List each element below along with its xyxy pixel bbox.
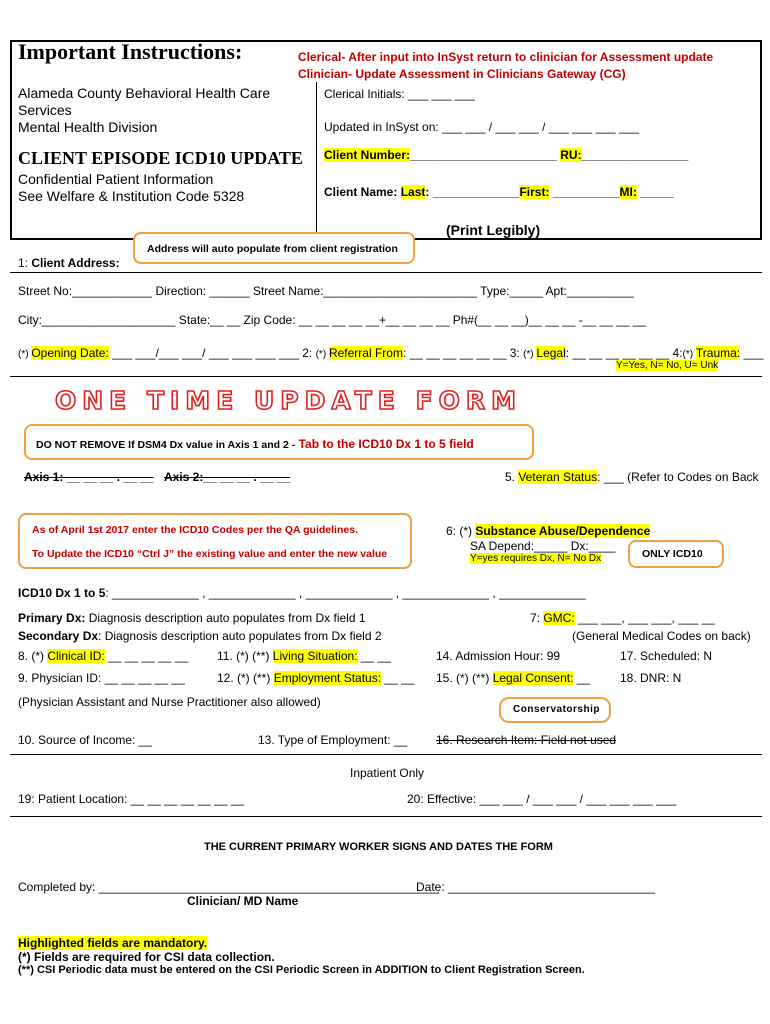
type-of-employment-field[interactable]: 13. Type of Employment: __ [258, 733, 408, 747]
opening-date-label: Opening Date: [31, 346, 109, 360]
highlighted-note: Highlighted fields are mandatory. [18, 936, 208, 950]
clinician-note: Clinician- Update Assessment in Clinicians Gateway (CG) [298, 67, 626, 81]
secondary-dx-text: : Diagnosis description auto populates from Dx field 2 [98, 629, 382, 643]
trauma-label: Trauma: [695, 346, 741, 360]
only-icd10-text: ONLY ICD10 [642, 548, 703, 560]
client-address-label: Client Address: [31, 256, 120, 270]
primary-dx-label: Primary Dx: [18, 611, 86, 625]
veteran-number: 5. [505, 470, 519, 484]
clinician-md-name: Clinician/ MD Name [187, 894, 299, 908]
living-situation-label: Living Situation: [272, 649, 358, 663]
employment-status-row [217, 671, 414, 685]
dsm-callout-a: DO NOT REMOVE If DSM4 Dx value in Axis 1 and 2 - [36, 439, 296, 451]
one-time-update-banner: ONE TIME UPDATE FORM [55, 386, 523, 415]
patient-location-field[interactable]: 19: Patient Location: __ __ __ __ __ __ __ [18, 792, 245, 806]
gmc-field[interactable]: ___ ___, ___ ___, ___ __ [574, 611, 715, 625]
clinical-id-prefix: 8. (*) [18, 649, 48, 663]
gmc-number: 7: [530, 611, 544, 625]
icd-callout [18, 513, 412, 569]
axis-2-field[interactable]: Axis 2:__ __ __ . __ __ [164, 470, 291, 484]
clinical-id-row [18, 649, 188, 663]
dsm-callout-b: Tab to the ICD10 Dx 1 to 5 field [298, 437, 474, 451]
page-title: Important Instructions: [18, 39, 243, 64]
axis-1-field[interactable]: Axis 1: __ __ __ . __ __ [24, 470, 154, 484]
client-address-number: 1: [18, 256, 32, 270]
date-field[interactable]: Date: _______________________________ [416, 880, 655, 894]
icd10-label: ICD10 Dx 1 to 5 [18, 586, 106, 600]
dsm-callout [24, 424, 534, 460]
admission-hour: 14. Admission Hour: 99 [436, 649, 561, 663]
mi-field[interactable]: _____ [636, 185, 674, 199]
address-callout [133, 232, 415, 264]
clinical-id-label: Clinical ID: [47, 649, 105, 663]
substance-codes: Y=yes requires Dx, N= No Dx [470, 553, 602, 564]
confidential-line-2: See Welfare & Institution Code 5328 [18, 188, 245, 204]
client-address-row [18, 256, 120, 270]
client-name-row [324, 185, 674, 199]
legal-consent-field[interactable]: __ [573, 671, 591, 685]
address-callout-text: Address will auto populate from client registration [147, 243, 398, 255]
completed-by-field[interactable]: Completed by: ___________________________________________________ [18, 880, 440, 894]
veteran-status-label: Veteran Status [518, 470, 598, 484]
conservatorship-text: Conservatorship [513, 704, 600, 715]
opening-date-field[interactable]: ___ ___/___ ___/ ___ ___ ___ ___ 2: [108, 346, 316, 360]
veteran-status-row [505, 470, 759, 484]
mi-label: MI: [619, 185, 637, 199]
legal-label: Legal [536, 346, 566, 360]
referral-from-label: Referral From [328, 346, 403, 360]
substance-row [446, 524, 650, 538]
research-item: 16. Research Item: Field not used [436, 733, 617, 747]
confidential-line-1: Confidential Patient Information [18, 171, 214, 187]
ru-field[interactable]: ________________ [581, 148, 689, 162]
substance-prefix: 6: (*) [446, 524, 476, 538]
client-number-row [324, 148, 688, 162]
substance-label: Substance Abuse/Dependence [475, 524, 651, 538]
employment-status-prefix: 12. (*) (**) [217, 671, 274, 685]
icd10-fields[interactable]: : _____________ , _____________ , _____________ , _____________ , _____________ [105, 586, 586, 600]
csi-note: (*) Fields are required for CSI data collection. [18, 950, 275, 964]
client-name-label: Client Name: [324, 185, 401, 199]
pa-note: (Physician Assistant and Nurse Practitioner also allowed) [18, 695, 321, 709]
client-number-field[interactable]: ______________________ [410, 148, 557, 162]
city-line[interactable]: City:____________________ State:__ __ Zip Code: __ __ __ __ __+__ __ __ __ Ph#(__ __ __)__ __ __ -__ __ __ __ [18, 313, 647, 327]
living-situation-prefix: 11. (*) (**) [217, 649, 273, 663]
first-name-label: First: [519, 185, 550, 199]
legal-consent-row [436, 671, 590, 685]
inpatient-divider [10, 816, 762, 817]
legal-consent-label: Legal Consent: [492, 671, 574, 685]
header-box [10, 40, 762, 240]
signature-heading: THE CURRENT PRIMARY WORKER SIGNS AND DATES THE FORM [204, 841, 553, 853]
trauma-required: (*) [682, 349, 696, 360]
print-legibly: (Print Legibly) [446, 222, 541, 238]
clerical-note: Clerical- After input into InSyst return to clinician for Assessment update [298, 50, 714, 64]
employment-status-field[interactable]: __ __ [381, 671, 415, 685]
gmc-note: (General Medical Codes on back) [572, 629, 751, 643]
trauma-codes: Y=Yes, N= No, U= Unk [616, 360, 719, 371]
legal-consent-prefix: 15. (*) (**) [436, 671, 493, 685]
referral-required: (*) [315, 349, 329, 360]
address-divider [10, 272, 762, 273]
secondary-dx-row [18, 629, 382, 643]
icd-callout-line-2: To Update the ICD10 “Ctrl J” the existing value and enter the new value [32, 548, 388, 560]
agency-line-1: Alameda County Behavioral Health Care [18, 85, 271, 101]
first-name-field[interactable]: __________ [549, 185, 620, 199]
sa-depend-field[interactable]: SA Depend:_____ Dx:____ [470, 539, 616, 553]
trauma-field[interactable]: ___ [740, 346, 764, 360]
last-name-field[interactable]: : _____________ [425, 185, 520, 199]
icd10-row [18, 586, 586, 600]
living-situation-field[interactable]: __ __ [357, 649, 391, 663]
conservatorship-callout [499, 697, 611, 723]
primary-dx-text: Diagnosis description auto populates from Dx field 1 [85, 611, 366, 625]
dsm-callout-text [36, 437, 474, 451]
legal-field[interactable]: : __ __ __ __ __ __ 4: [565, 346, 683, 360]
secondary-dx-label: Secondary Dx [18, 629, 99, 643]
icd-callout-line-1: As of April 1st 2017 enter the ICD10 Codes per the QA guidelines. [32, 524, 358, 536]
clinical-id-field[interactable]: __ __ __ __ __ [104, 649, 189, 663]
form-title: CLIENT EPISODE ICD10 UPDATE [18, 148, 303, 168]
agency-line-3: Mental Health Division [18, 119, 158, 135]
ru-label: RU: [560, 148, 582, 162]
clerical-initials: Clerical Initials: ___ ___ ___ [324, 87, 475, 101]
inpatient-heading: Inpatient Only [350, 766, 425, 780]
updated-in-insyst: Updated in InSyst on: ___ ___ / ___ ___ / ___ ___ ___ ___ [324, 120, 639, 134]
veteran-status-field[interactable]: : ___ (Refer to Codes on Back [597, 470, 759, 484]
gmc-row [530, 611, 715, 625]
street-line[interactable]: Street No:____________ Direction: ______ Street Name:_______________________ Type:_____ Apt:__________ [18, 284, 634, 298]
agency-line-2: Services [18, 102, 72, 118]
scheduled: 17. Scheduled: N [620, 649, 713, 663]
only-icd10-callout [628, 540, 724, 568]
dnr: 18. DNR: N [620, 671, 682, 685]
physician-id-field[interactable]: 9. Physician ID: __ __ __ __ __ [18, 671, 185, 685]
dates-divider [10, 376, 762, 377]
referral-from-field[interactable]: : __ __ __ __ __ __ 3: [402, 346, 524, 360]
dates-row [18, 346, 763, 360]
effective-date-field[interactable]: 20: Effective: ___ ___ / ___ ___ / ___ ___ ___ ___ [407, 792, 677, 806]
legal-required: (*) [523, 349, 537, 360]
living-situation-row [217, 649, 391, 663]
header-divider [316, 82, 317, 232]
gmc-label: GMC: [543, 611, 575, 625]
source-of-income-field[interactable]: 10. Source of Income: __ [18, 733, 153, 747]
periodic-note: (**) CSI Periodic data must be entered on the CSI Periodic Screen in ADDITION to Client Registration Screen. [18, 964, 585, 976]
fields-divider [10, 754, 762, 755]
opening-date-required: (*) [18, 349, 32, 360]
employment-status-label: Employment Status: [273, 671, 382, 685]
last-name-label: Last [400, 185, 426, 199]
client-number-label: Client Number: [324, 148, 411, 162]
primary-dx-row [18, 611, 366, 625]
